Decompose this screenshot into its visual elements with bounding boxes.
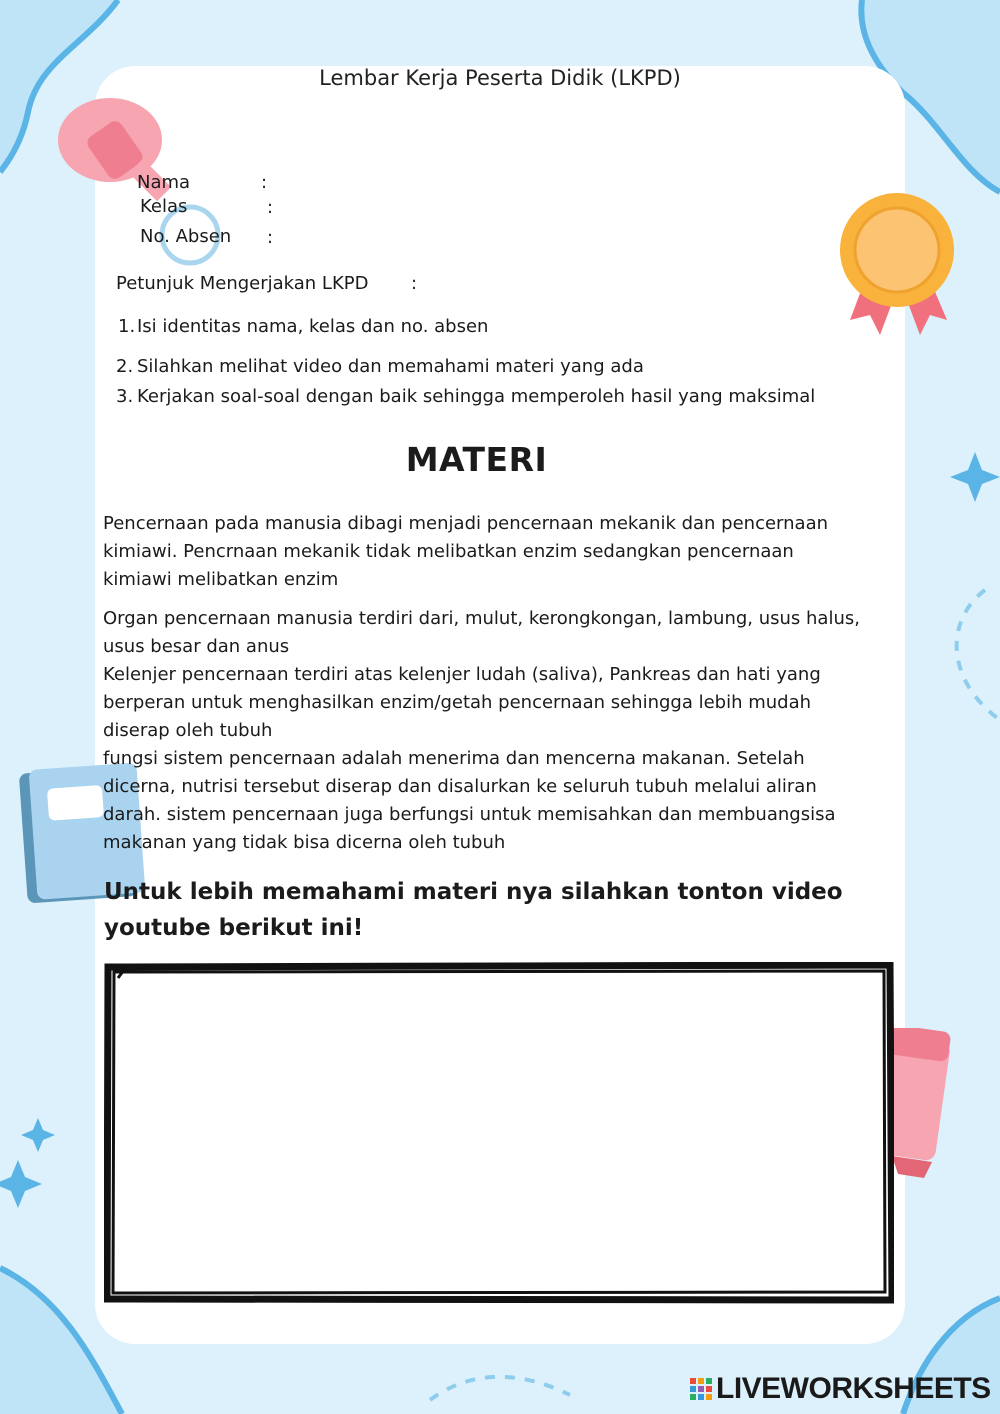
text-line: Pencernaan pada manusia dibagi menjadi pencernaan mekanik dan pencernaan <box>103 513 829 534</box>
text-line: Organ pencernaan manusia terdiri dari, mulut, kerongkongan, lambung, usus halus, <box>103 608 860 629</box>
instructions-heading: Petunjuk Mengerjakan LKPD <box>116 273 369 294</box>
instruction-item: Silahkan melihat video dan memahami materi yang ada <box>137 356 644 377</box>
instruction-number: 3. <box>116 386 134 407</box>
instruction-item: Isi identitas nama, kelas dan no. absen <box>137 316 489 337</box>
text-line: dicerna, nutrisi tersebut diserap dan disalurkan ke seluruh tubuh melalui aliran <box>103 776 817 797</box>
text-line: kimiawi. Pencrnaan mekanik tidak melibatkan enzim sedangkan pencernaan <box>103 541 794 562</box>
colon-absen: : <box>267 227 274 248</box>
instructions-colon: : <box>411 273 418 294</box>
text-line: Kelenjer pencernaan terdiri atas kelenjer ludah (saliva), Pankreas dan hati yang <box>103 664 821 685</box>
materi-heading: MATERI <box>405 440 548 479</box>
materi-paragraph-2 <box>103 605 903 857</box>
instruction-number: 2. <box>116 356 134 377</box>
video-prompt <box>104 874 884 946</box>
label-kelas: Kelas <box>140 196 188 217</box>
label-absen: No. Absen <box>140 226 232 247</box>
page-title: Lembar Kerja Peserta Didik (LKPD) <box>319 66 681 90</box>
logo-text: LIVEWORKSHEETS <box>716 1372 991 1405</box>
video-prompt-line: Untuk lebih memahami materi nya silahkan tonton video <box>104 879 843 905</box>
logo-icon <box>690 1378 712 1400</box>
text-line: diserap oleh tubuh <box>103 720 273 741</box>
text-line: fungsi sistem pencernaan adalah menerima dan mencerna makanan. Setelah <box>103 748 805 769</box>
text-line: makanan yang tidak bisa dicerna oleh tubuh <box>103 832 506 853</box>
instruction-item: Kerjakan soal-soal dengan baik sehingga memperoleh hasil yang maksimal <box>137 386 816 407</box>
instruction-number: 1. <box>118 316 136 337</box>
text-line: darah. sistem pencernaan juga berfungsi untuk memisahkan dan membuangsisa <box>103 804 836 825</box>
video-prompt-line: youtube berikut ini! <box>104 915 364 941</box>
text-line: usus besar dan anus <box>103 636 290 657</box>
text-line: berperan untuk menghasilkan enzim/getah pencernaan sehingga lebih mudah <box>103 692 812 713</box>
medal-icon <box>835 190 960 345</box>
liveworksheets-logo[interactable] <box>690 1372 991 1406</box>
colon-kelas: : <box>267 197 274 218</box>
colon-nama: : <box>261 172 268 193</box>
video-frame[interactable] <box>104 962 894 1304</box>
text-line: kimiawi melibatkan enzim <box>103 569 339 590</box>
label-nama: Nama <box>137 172 191 193</box>
materi-paragraph-1 <box>103 510 903 594</box>
